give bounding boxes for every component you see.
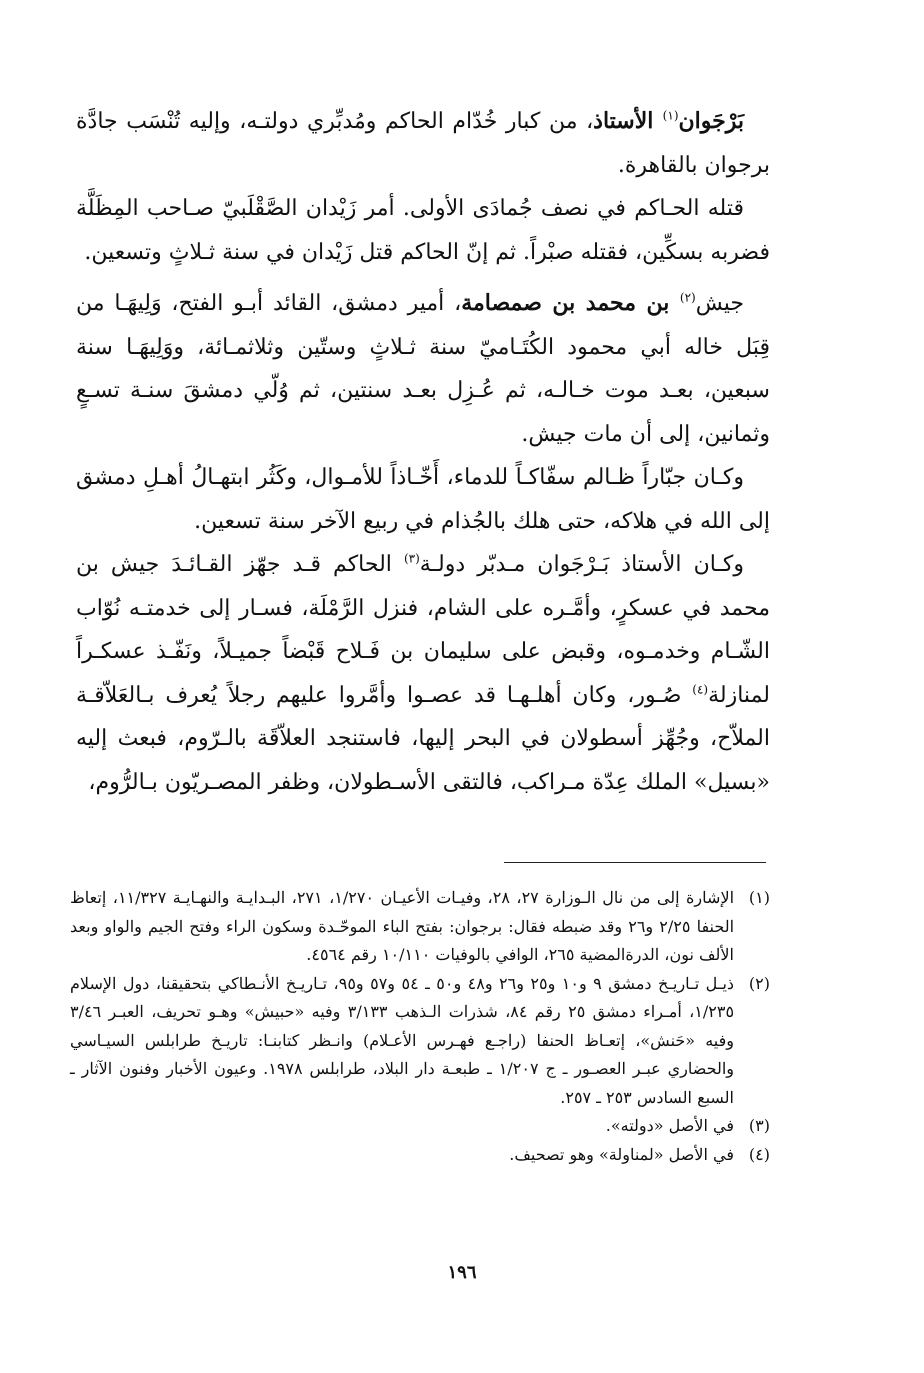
page-number: ١٩٦ [447, 1262, 477, 1283]
footnote-number: (٣) [748, 1116, 770, 1135]
entry-name: بَرْجَوان [678, 108, 744, 134]
footnote [70, 970, 770, 1113]
footnote-number: (٢) [748, 973, 770, 993]
entry-text: ، من كبار خُدّام الحاكم ومُدبِّري دولتـه، وإليه تُنْسَب جادَّة برجوان بالقاهرة. [76, 109, 770, 178]
entry-barjawan [76, 100, 770, 187]
footnote-ref[interactable]: (٢) [679, 290, 696, 305]
footnote-number: (١) [748, 888, 770, 907]
paragraph-text: صُـور، وكان أهلـهـا قد عصـوا وأمَّروا عليهم رجلاً يُعرف بـالعَلاّقـة الملاّح، وجُهِّز أسطولان في البحر إليها، فاستنجد العلاّقَة بالـرّوم، فبعث إليه «بسيل» الملك عِدّة مـراكب، فالتقى الأسـطولان، وظفر المصـريّون بـالرُّوم، [76, 682, 770, 795]
entry-text: ، أمير دمشق، القائد أبـو الفتح، وَلِيهَـا من قِبَل خاله أبي محمود الكُتَـاميّ سنة ثـلاثٍ وستّين وثلاثمـائة، ووَلِيهَـا سنة سبعين، بعـد موت خـالـه، ثم عُـزِل بعـد سنتين، ثم وُلّي دمشقَ سنـة تسـعٍ وثمانين، إلى أن مات جيش. [76, 291, 770, 447]
main-text [76, 100, 770, 804]
entry-title: الأستاذ [593, 108, 663, 134]
footnote [70, 1112, 770, 1141]
paragraph: قتله الحـاكم في نصف جُمادَى الأولى. أمر زَيْدان الصَّقْلَبيّ صـاحب المِظَلَّة فضربه بسكِّين، فقتله صبْراً. ثم إنّ الحاكم قتل زَيْدان في سنة ثـلاثٍ وتسعين. [76, 196, 770, 265]
paragraph-text: الحاكم قـد جهّز القـائـدَ جيش بن محمد في عسكرٍ، وأمَّـره على الشام، فنزل الرَّمْلَة، فسـار إلى خدمتـه نُوّاب الشّـام وخدمـوه، وقبض على سليمان بن فَـلاح قَبْضاً جميـلاً، ونَفّـذ عسكـراً لمنازلة [76, 552, 770, 708]
entry-separator [76, 274, 770, 282]
entry-bold-name: بن محمد بن صمصامة [461, 290, 680, 316]
footnote-text: ذيـل تـاريـخ دمشق ٩ و١٠ و٢٥ و٢٦ و٤٨ و٥٠ ـ ٥٤ و٥٧ و٩٥، تـاريـخ الأنـطاكي بتحقيقنا، دول الإسلام ١/٢٣٥، أمـراء دمشق ٢٥ رقم ٨٤، شذرات الـذهب ٣/١٣٣ وفيه «حبيش» وهـو تحريف، العبـر ٣/٤٦ وفيه «حَنش»، إتعـاظ الحنفا (راجـع فهـرس الأعـلام) وانـظر كتابنـا: تاريـخ طرابلس السيـاسي والحضاري عبـر العصـور ـ ج ١/٢٠٧ ـ طبعـة دار البلاد، طرابلس ١٩٧٨. وعيون الأخبار وفنون الآثار ـ السبع السادس ٢٥٣ ـ ٢٥٧. [70, 973, 735, 1107]
paragraph-text: وكـان الأستاذ بَـرْجَوان مـدبّر دولـة [419, 552, 744, 577]
footnote-text: في الأصل «دولته». [605, 1116, 734, 1135]
footnote-divider [504, 862, 766, 863]
footnote-ref[interactable]: (١) [662, 108, 679, 123]
footnote [70, 1141, 770, 1170]
footnote-text: في الأصل «لمناولة» وهو تصحيف. [509, 1144, 734, 1164]
entry-name: جيش [695, 291, 744, 316]
footnote-ref[interactable]: (٤) [692, 682, 709, 697]
footnotes [70, 884, 770, 1169]
paragraph: وكـان جبّاراً ظـالم سفّاكـاً للدماء، أَخّـاذاً للأمـوال، وكَثُر ابتهـالُ أهـلِ دمشق إلى الله في هلاكه، حتى هلك بالجُذام في ربيع الآخر سنة تسعين. [76, 465, 770, 534]
entry-jaysh [76, 282, 770, 456]
footnote-ref[interactable]: (٣) [403, 551, 420, 566]
footnote-text: الإشارة إلى من نال الـوزارة ٢٧، ٢٨، وفيـات الأعيـان ١/٢٧٠، ٢٧١، البـدايـة والنهـايـة ١١/٣٢٧، إتعاظ الحنفا ٢/٢٥ و٢٦ وقد ضبطه فقال: برجوان: بفتح الباء الموحّـدة وسكون الراء وفتح الجيم والواو وبعد الألف نون، الدرةالمضية ٢٦٥، الوافي بالوفيات ١٠/١١٠ رقم ٤٥٦٤. [70, 888, 735, 964]
paragraph [76, 543, 770, 804]
footnote [70, 884, 770, 970]
footnote-number: (٤) [748, 1144, 770, 1164]
